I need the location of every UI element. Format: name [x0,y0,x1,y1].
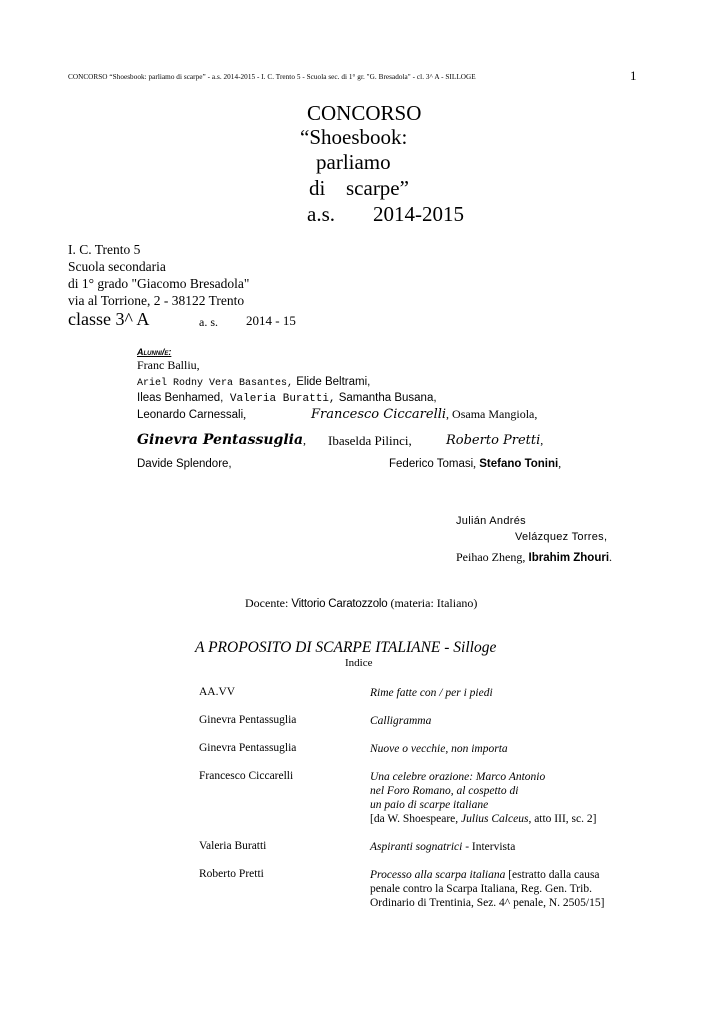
index-title-4-l1: Una celebre orazione: Marco Antonio [370,771,546,783]
index-title-6-l1: Processo alla scarpa italiana [estratto dalla causa [370,869,600,881]
students-heading: Alunni/e: [137,347,172,357]
students-row-5c: Roberto Pretti, [446,433,544,448]
student-10: Ginevra Pentassuglia [137,432,304,448]
student-9: Osama Mangiola, [449,407,538,421]
index-author-4: Francesco Ciccarelli [199,770,294,782]
teacher-label: Docente: [245,596,292,610]
index-author-5: Valeria Buratti [199,840,267,852]
title-line-1: CONCORSO [307,101,422,125]
title-line-5b: 2014-2015 [373,202,464,226]
students-row-8: Peihao Zheng, Ibrahim Zhouri. [456,550,613,564]
student-7: Leonardo Carnessali [137,409,244,421]
index-author-6: Roberto Pretti [199,868,264,880]
page-number: 1 [630,68,637,83]
year-label: a. s. [199,315,218,329]
student-3: Elide Beltrami, [293,376,371,388]
title-line-4b: scarpe” [346,176,409,200]
index-title-4-l2: nel Foro Romano, al cospetto di [370,785,519,797]
index-title-1: Rime fatte con / per i piedi [370,687,493,699]
student-17: Peihao Zheng, [456,550,526,564]
student-16b: Velázquez Torres, [515,531,608,543]
students-row-5a: Ginevra Pentassuglia, [137,432,307,448]
student-18: Ibrahim Zhouri [525,552,610,564]
teacher-subject: (materia: Italiano) [387,596,478,610]
index-title-5: Aspiranti sognatrici - Intervista [370,841,516,853]
student-11: Ibaselda Pilinci, [328,433,412,448]
student-5: Valeria Buratti, [223,393,336,405]
section-subtitle: Indice [345,657,373,669]
title-line-3: parliamo [316,150,391,174]
index-author-2: Ginevra Pentassuglia [199,714,297,726]
index-author-1: AA.VV [199,686,236,698]
students-row-4b: Francesco Ciccarelli, Osama Mangiola, [311,407,538,422]
school-line-3: di 1° grado "Giacomo Bresadola" [68,276,250,291]
index-author-3: Ginevra Pentassuglia [199,742,297,754]
index-title-2: Calligramma [370,715,432,727]
teacher-name: Vittorio Caratozzolo [291,598,388,610]
teacher-line [245,596,477,611]
students-row-6b: Federico Tomasi, Stefano Tonini, [389,458,562,470]
student-12: Roberto Pretti [446,433,541,448]
student-6: Samantha Busana, [335,392,437,404]
student-13: Davide Splendore, [137,458,232,470]
title-line-5a: a.s. [307,202,335,226]
index-title-3: Nuove o vecchie, non importa [370,743,508,755]
index-note-4: [da W. Shoespeare, Julius Calceus, atto III, sc. 2] [370,813,597,825]
students-row-4a: Leonardo Carnessali, [137,407,247,421]
student-2: Ariel Rodny Vera Basantes, [137,378,294,389]
title-line-2: “Shoesbook: [300,125,408,149]
student-8: Francesco Ciccarelli [311,407,447,422]
school-line-1: I. C. Trento 5 [68,242,141,257]
student-4: Ileas Benhamed, [137,392,224,404]
students-row-3 [137,388,437,406]
title-line-4a: di [309,176,326,200]
student-15: Stefano Tonini [476,458,559,470]
student-14: Federico Tomasi [389,458,474,470]
index-title-6-l2: penale contro la Scarpa Italiana, Reg. Gen. Trib. [370,883,592,895]
class-label: classe 3^ A [68,309,150,329]
student-1: Franc Balliu, [137,358,200,372]
student-16a: Julián Andrés [456,515,526,527]
index-title-6-l3: Ordinario di Trentinia, Sez. 4^ penale, N. 2505/15] [370,897,605,909]
year-value: 2014 - 15 [246,313,296,328]
school-line-4: via al Torrione, 2 - 38122 Trento [68,293,245,308]
section-title: A PROPOSITO DI SCARPE ITALIANE - Silloge [195,639,497,656]
running-header: CONCORSO “Shoesbook: parliamo di scarpe” - a.s. 2014-2015 - I. C. Trento 5 - Scuola sec. di 1° gr. "G. Bresadola" - cl. 3^ A - SILLOGE [68,73,476,81]
school-line-2: Scuola secondaria [68,259,166,274]
index-title-4-l3: un paio di scarpe italiane [370,799,489,811]
